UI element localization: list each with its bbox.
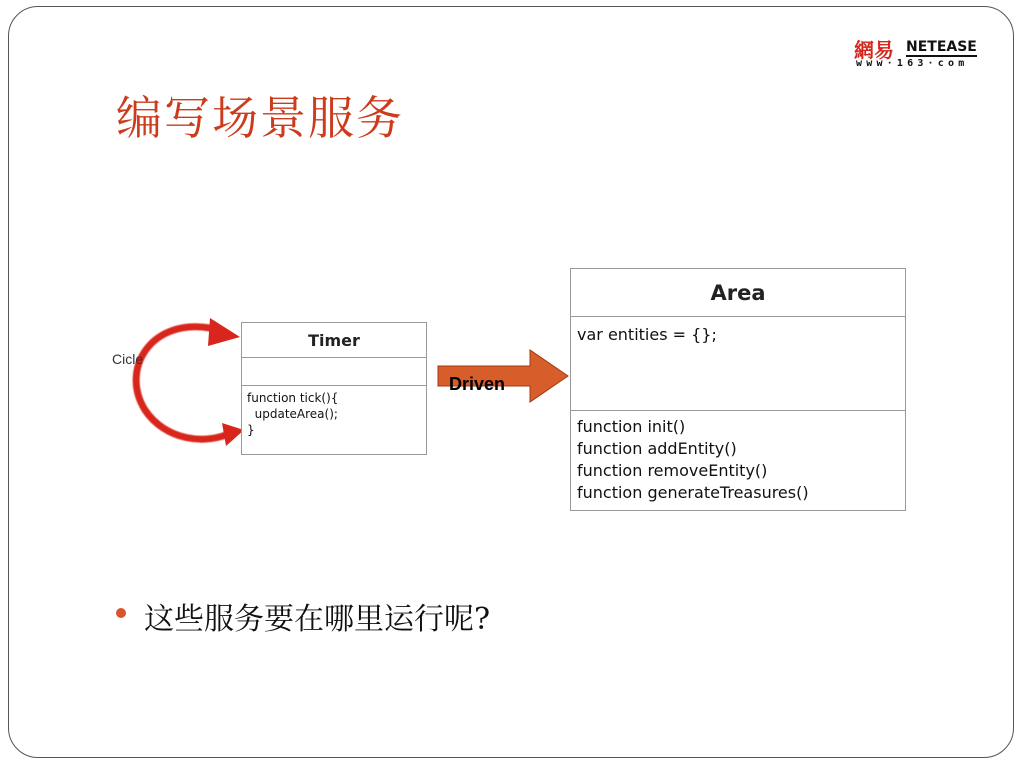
- timer-divider-2: [242, 385, 426, 386]
- timer-method-line: function tick(){: [247, 391, 339, 405]
- bullet-dot-icon: [116, 608, 126, 618]
- logo-url: www·163·com: [856, 58, 969, 69]
- timer-class-box: [241, 322, 427, 455]
- area-divider-2: [571, 410, 905, 411]
- area-class-box: [570, 268, 906, 511]
- cycle-label: Cicle: [112, 351, 144, 367]
- area-attribute-line: var entities = {};: [577, 325, 717, 344]
- cycle-arrowhead-top-icon: [208, 318, 240, 346]
- area-class-name: Area: [710, 281, 766, 305]
- slide-title: 编写场景服务: [116, 91, 404, 145]
- area-method-line: function generateTreasures(): [577, 483, 809, 502]
- logo-english: NETEASE: [906, 39, 977, 55]
- bullet-text: 这些服务要在哪里运行呢?: [144, 602, 491, 637]
- logo-chinese: 網易: [854, 38, 894, 62]
- area-method-line: function addEntity(): [577, 439, 737, 458]
- area-method-line: function init(): [577, 417, 686, 436]
- cycle-arrow-icon: [136, 327, 233, 439]
- area-divider-1: [571, 316, 905, 317]
- timer-method-line: updateArea();: [247, 407, 338, 421]
- timer-class-name: Timer: [308, 331, 360, 350]
- timer-method-line: }: [247, 423, 255, 437]
- area-method-line: function removeEntity(): [577, 461, 768, 480]
- driven-label: Driven: [449, 374, 506, 394]
- timer-divider-1: [242, 357, 426, 358]
